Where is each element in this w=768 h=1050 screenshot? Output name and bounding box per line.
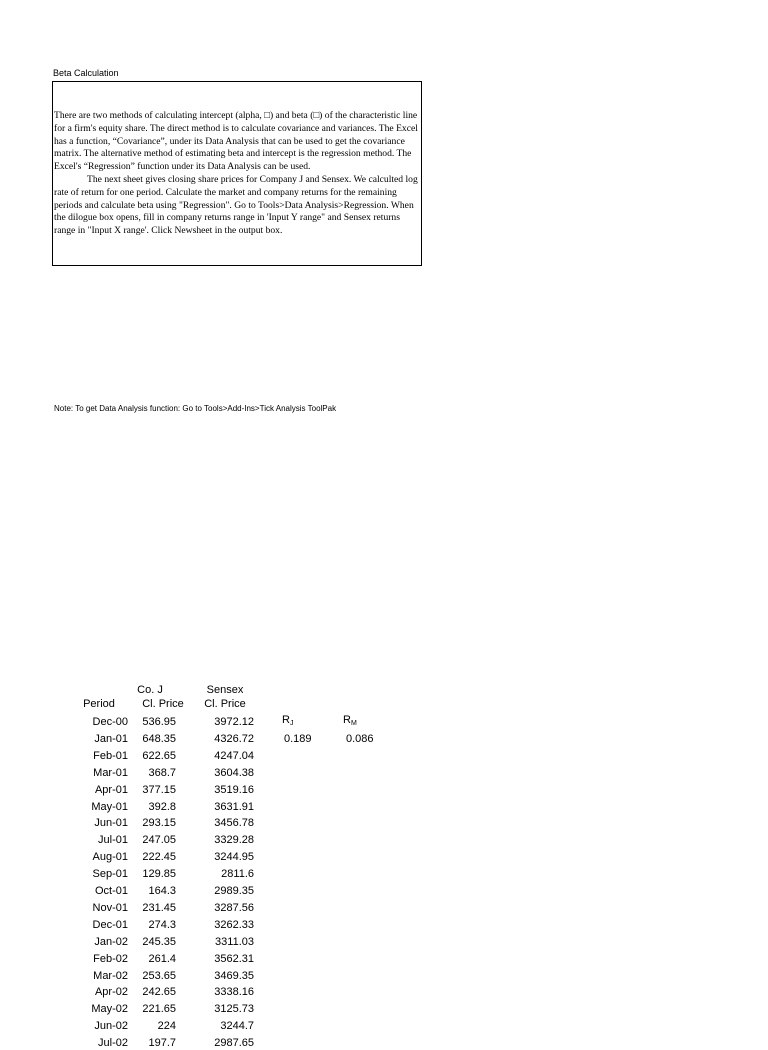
period-cell: Oct-01 bbox=[94, 885, 128, 897]
sensex-price-cell: 2987.65 bbox=[214, 1037, 254, 1050]
period-cell: Jan-01 bbox=[94, 732, 128, 745]
sensex-price-cell: 2811.6 bbox=[221, 868, 254, 881]
coj-price-cell: 242.65 bbox=[142, 986, 176, 999]
coj-price-cell: 197.7 bbox=[148, 1037, 176, 1050]
coj-price-cell: 392.8 bbox=[148, 800, 176, 813]
period-cell: Feb-01 bbox=[93, 749, 128, 762]
period-cell: Jul-02 bbox=[98, 1037, 128, 1050]
sensex-price-cell: 3469.35 bbox=[214, 969, 254, 982]
sensex-price-cell: 3287.56 bbox=[214, 901, 254, 914]
sensex-price-cell: 4247.04 bbox=[214, 749, 254, 762]
sheet-title: Beta Calculation bbox=[53, 68, 119, 78]
coj-price-cell: 129.85 bbox=[142, 868, 176, 881]
period-cell: Dec-01 bbox=[92, 918, 128, 931]
rj-value: 0.189 bbox=[284, 733, 312, 745]
coj-price-cell: 164.3 bbox=[148, 885, 176, 897]
sensex-price-cell: 3631.91 bbox=[214, 800, 254, 813]
coj-price-cell: 231.45 bbox=[142, 901, 176, 914]
period-cell: Dec-00 bbox=[92, 716, 128, 728]
header-period: Period bbox=[83, 698, 115, 710]
period-cell: Jun-02 bbox=[94, 1020, 128, 1033]
sensex-price-cell: 3244.95 bbox=[214, 851, 254, 864]
coj-price-cell: 222.45 bbox=[142, 851, 176, 864]
coj-price-cell: 293.15 bbox=[142, 817, 176, 830]
header-coj-top: Co. J bbox=[137, 684, 163, 696]
data-analysis-note: Note: To get Data Analysis function: Go to Tools>Add-Ins>Tick Analysis ToolPak bbox=[54, 404, 337, 413]
period-cell: May-02 bbox=[91, 1003, 128, 1016]
sensex-price-cell: 3125.73 bbox=[214, 1003, 254, 1016]
period-cell: Apr-02 bbox=[94, 986, 128, 999]
rm-label: $R_M$ bbox=[343, 714, 357, 727]
coj-price-cell: 253.65 bbox=[142, 969, 176, 982]
sensex-price-cell: 3562.31 bbox=[214, 952, 254, 965]
header-sensex-top: Sensex bbox=[206, 684, 244, 696]
instructions-paragraph-2: The next sheet gives closing share prices for Company J and Sensex. We calculted log rate of return for one period. Calculate the market and company returns for the remaining periods and calculate beta using "Regression". Go to Tools>Data Analysis>Regression. When the dilogue box opens, fill in company returns range in 'Input Y range" and Sensex returns range in "Input X range'. Click Newsheet in the output box. bbox=[54, 173, 418, 237]
sensex-price-cell: 3311.03 bbox=[215, 935, 254, 948]
rj-label: $R_J$ bbox=[282, 714, 294, 727]
coj-price-cell: 274.3 bbox=[148, 918, 176, 931]
instructions-textbox bbox=[52, 81, 422, 266]
period-cell: Jul-01 bbox=[98, 834, 128, 847]
sensex-price-cell: 3329.28 bbox=[214, 834, 254, 847]
sensex-price-cell: 3338.16 bbox=[214, 986, 254, 999]
period-cell: Jan-02 bbox=[94, 935, 128, 948]
coj-price-cell: 368.7 bbox=[148, 766, 176, 779]
coj-price-cell: 224 bbox=[157, 1020, 176, 1033]
coj-price-cell: 221.65 bbox=[142, 1003, 176, 1016]
header-coj-price: Cl. Price bbox=[142, 698, 184, 710]
sensex-price-cell: 4326.72 bbox=[214, 732, 254, 745]
period-cell: Sep-01 bbox=[92, 868, 128, 881]
period-cell: May-01 bbox=[91, 800, 128, 813]
coj-price-cell: 536.95 bbox=[142, 716, 176, 728]
sensex-price-cell: 3519.16 bbox=[214, 783, 254, 796]
sensex-price-cell: 3262.33 bbox=[214, 918, 254, 931]
period-cell: Apr-01 bbox=[94, 783, 128, 796]
coj-price-cell: 648.35 bbox=[142, 732, 176, 745]
coj-price-cell: 377.15 bbox=[142, 783, 176, 796]
coj-price-cell: 245.35 bbox=[142, 935, 176, 948]
instructions-paragraph-1: There are two methods of calculating intercept (alpha, □) and beta (□) of the characteristic line for a firm's equity share. The direct method is to calculate covariance and variances. The Excel has a function, “Covariance”, under its Data Analysis that can be used to get the covariance matrix. The alternative method of estimating beta and intercept is the regression method. The Excel's “Regression” function under its Data Analysis can be used. bbox=[54, 110, 418, 173]
period-cell: Mar-02 bbox=[93, 969, 128, 982]
coj-price-cell: 247.05 bbox=[142, 834, 176, 847]
header-sensex-price: Cl. Price bbox=[204, 698, 246, 710]
period-cell: Mar-01 bbox=[93, 766, 128, 779]
sensex-price-cell: 3456.78 bbox=[214, 817, 254, 830]
period-cell: Nov-01 bbox=[92, 901, 128, 914]
sensex-price-cell: 3972.12 bbox=[214, 716, 254, 728]
period-cell: Jun-01 bbox=[94, 817, 128, 830]
sensex-price-cell: 3244.7 bbox=[220, 1020, 254, 1033]
sensex-price-cell: 2989.35 bbox=[214, 885, 254, 897]
rm-value: 0.086 bbox=[346, 733, 374, 745]
coj-price-cell: 622.65 bbox=[142, 749, 176, 762]
period-cell: Feb-02 bbox=[93, 952, 128, 965]
sensex-price-cell: 3604.38 bbox=[214, 766, 254, 779]
coj-price-cell: 261.4 bbox=[148, 952, 176, 965]
period-cell: Aug-01 bbox=[92, 851, 128, 864]
